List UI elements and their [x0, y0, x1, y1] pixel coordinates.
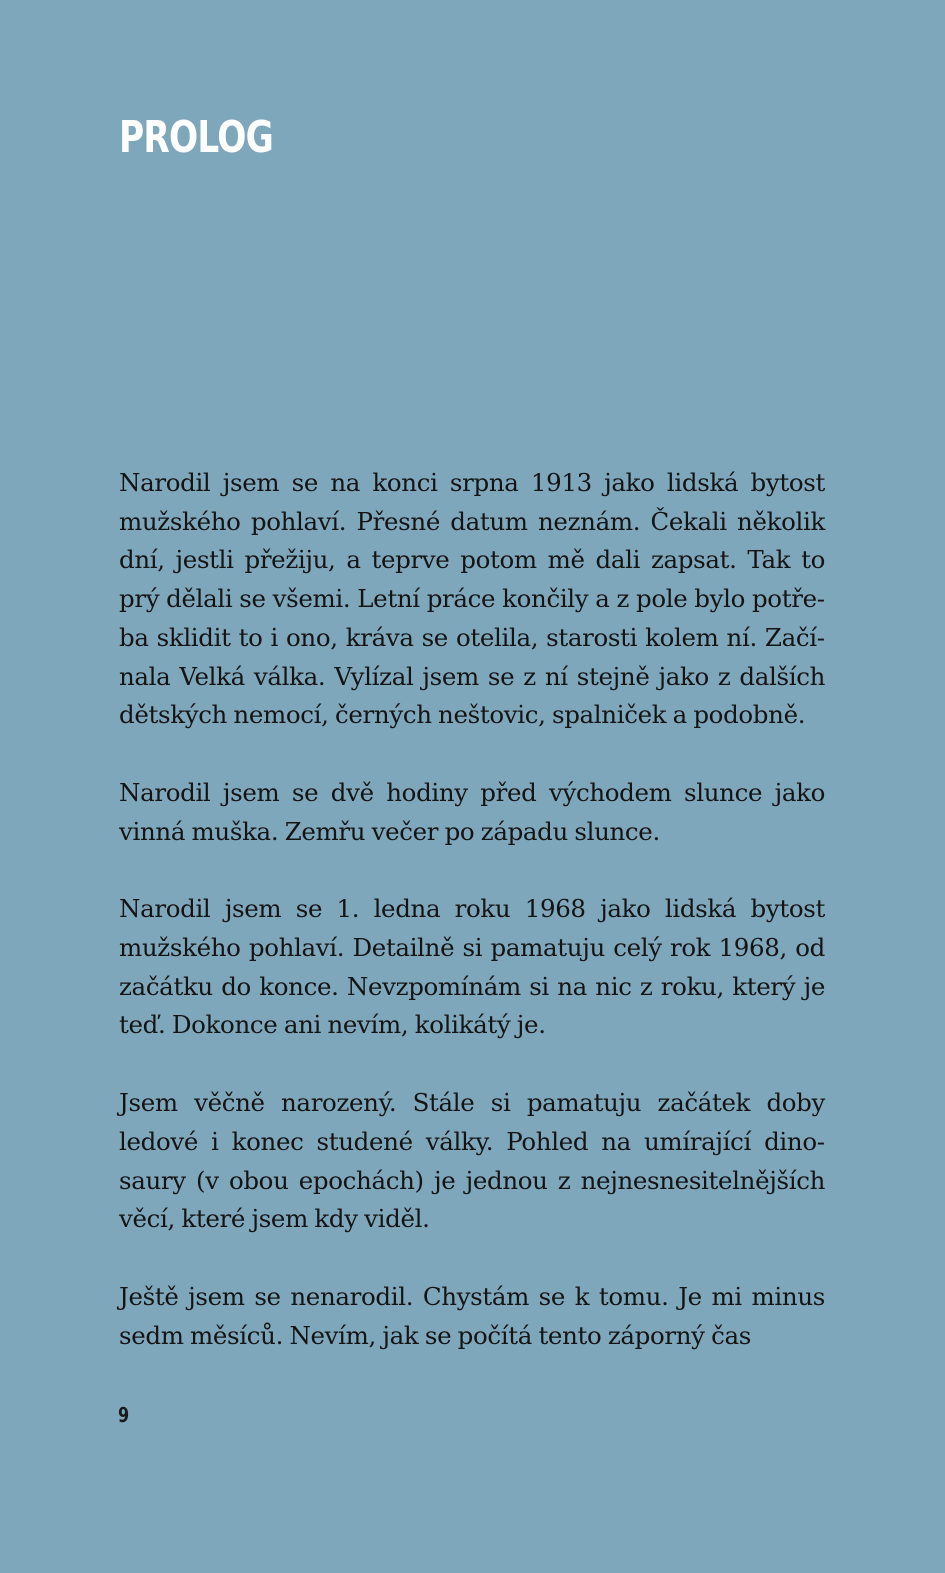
chapter-title: PROLOG: [119, 112, 274, 163]
paragraph-1: Narodil jsem se na konci srpna 1913 jako lidská bytost mužského pohlaví. Přesné datum neznám. Čekali několik dní, jestli přežiju, a teprve potom mě dali zapsat. Tak to prý dělali se všemi. Letní práce končily a z pole bylo potřeba sklidit to i ono, kráva se otelila, starosti kolem ní. Začínala Velká válka. Vylízal jsem se z ní stejně jako z dalších dětských nemocí, černých neštovic, spalniček a podobně.: [119, 468, 825, 730]
paragraph-3: Narodil jsem se 1. ledna roku 1968 jako lidská bytost mužského pohlaví. Detailně si pamatuju celý rok 1968, od začátku do konce. Nevzpomínám si na nic z roku, který je teď. Dokonce ani nevím, kolikátý je.: [119, 894, 825, 1040]
page-number: 9: [118, 1403, 130, 1427]
paragraph-2: Narodil jsem se dvě hodiny před východem slunce jako vinná muška. Zemřu večer po západu slunce.: [119, 777, 825, 846]
body-text: [119, 464, 825, 1355]
paragraph-5: Ještě jsem se nenarodil. Chystám se k tomu. Je mi minus sedm měsíců. Nevím, jak se počítá tento záporný čas: [119, 1281, 825, 1350]
paragraph-4: Jsem věčně narozený. Stále si pamatuju začátek doby ledové i konec studené války. Pohled na umírající dinosaury (v obou epochách) je jednou z nejnesnesitelnějších věcí, které jsem kdy viděl.: [119, 1088, 825, 1234]
